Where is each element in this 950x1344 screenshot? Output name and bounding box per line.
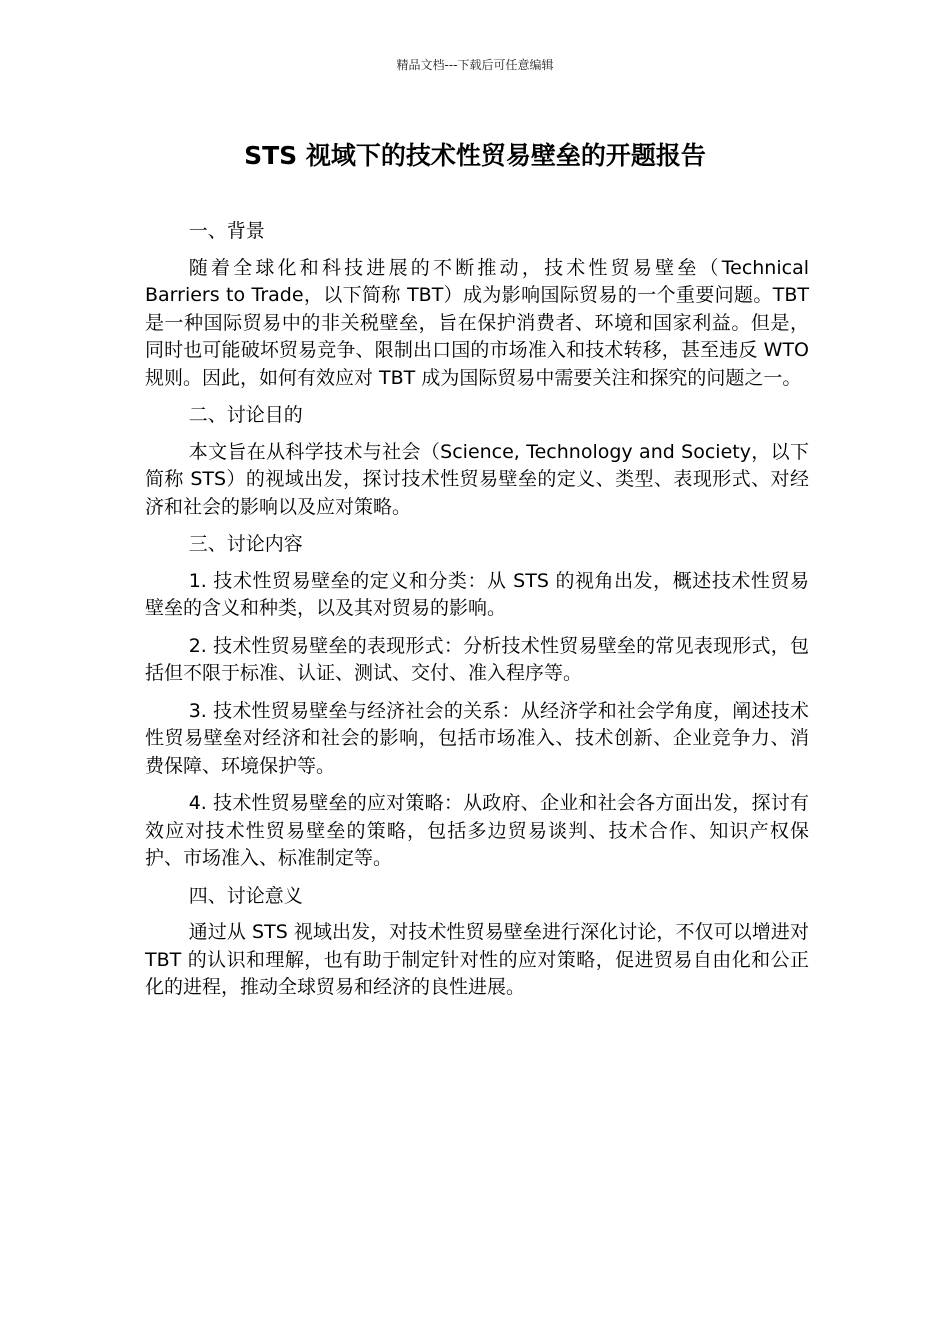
section-heading-significance: 四、讨论意义 — [188, 884, 303, 907]
content-item-4: 4. 技术性贸易壁垒的应对策略：从政府、企业和社会各方面出发，探讨有效应对技术性贸易壁垒的策略，包括多边贸易谈判、技术合作、知识产权保护、市场准入、标准制定等。 — [145, 792, 809, 869]
content-item-2: 2. 技术性贸易壁垒的表现形式：分析技术性贸易壁垒的常见表现形式，包括但不限于标准、认证、测试、交付、准入程序等。 — [145, 634, 809, 684]
paragraph-significance: 通过从 STS 视域出发，对技术性贸易壁垒进行深化讨论，不仅可以增进对 TBT 的认识和理解，也有助于制定针对性的应对策略，促进贸易自由化和公正化的进程，推动全球贸易和经济的良性进展。 — [145, 921, 809, 998]
document-body — [145, 218, 809, 1012]
content-item-1: 1. 技术性贸易壁垒的定义和分类：从 STS 的视角出发，概述技术性贸易壁垒的含义和种类，以及其对贸易的影响。 — [145, 569, 809, 619]
section-heading-content: 三、讨论内容 — [188, 533, 303, 555]
document-title: STS 视域下的技术性贸易壁垒的开题报告 — [244, 141, 706, 170]
paragraph-purpose: 本文旨在从科学技术与社会（Science, Technology and Society，以下简称 STS）的视域出发，探讨技术性贸易壁垒的定义、类型、表现形式、对经济和社会的影响以及应对策略。 — [145, 440, 809, 518]
page-header-note: 精品文档---下载后可任意编辑 — [396, 58, 554, 72]
section-heading-purpose: 二、讨论目的 — [188, 404, 303, 426]
paragraph-background: 随着全球化和科技进展的不断推动，技术性贸易壁垒（Technical Barriers to Trade，以下简称 TBT）成为影响国际贸易的一个重要问题。TBT 是一种国际贸易中的非关税壁垒，旨在保护消费者、环境和国家利益。但是，同时也可能破坏贸易竞争、限制出口国的市场准入和技术转移，甚至违反 WTO 规则。因此，如何有效应对 TBT 成为国际贸易中需要关注和探究的问题之一。 — [145, 256, 809, 389]
content-item-3: 3. 技术性贸易壁垒与经济社会的关系：从经济学和社会学角度，阐述技术性贸易壁垒对经济和社会的影响，包括市场准入、技术创新、企业竞争力、消费保障、环境保护等。 — [145, 699, 809, 777]
section-heading-background: 一、背景 — [188, 220, 265, 242]
